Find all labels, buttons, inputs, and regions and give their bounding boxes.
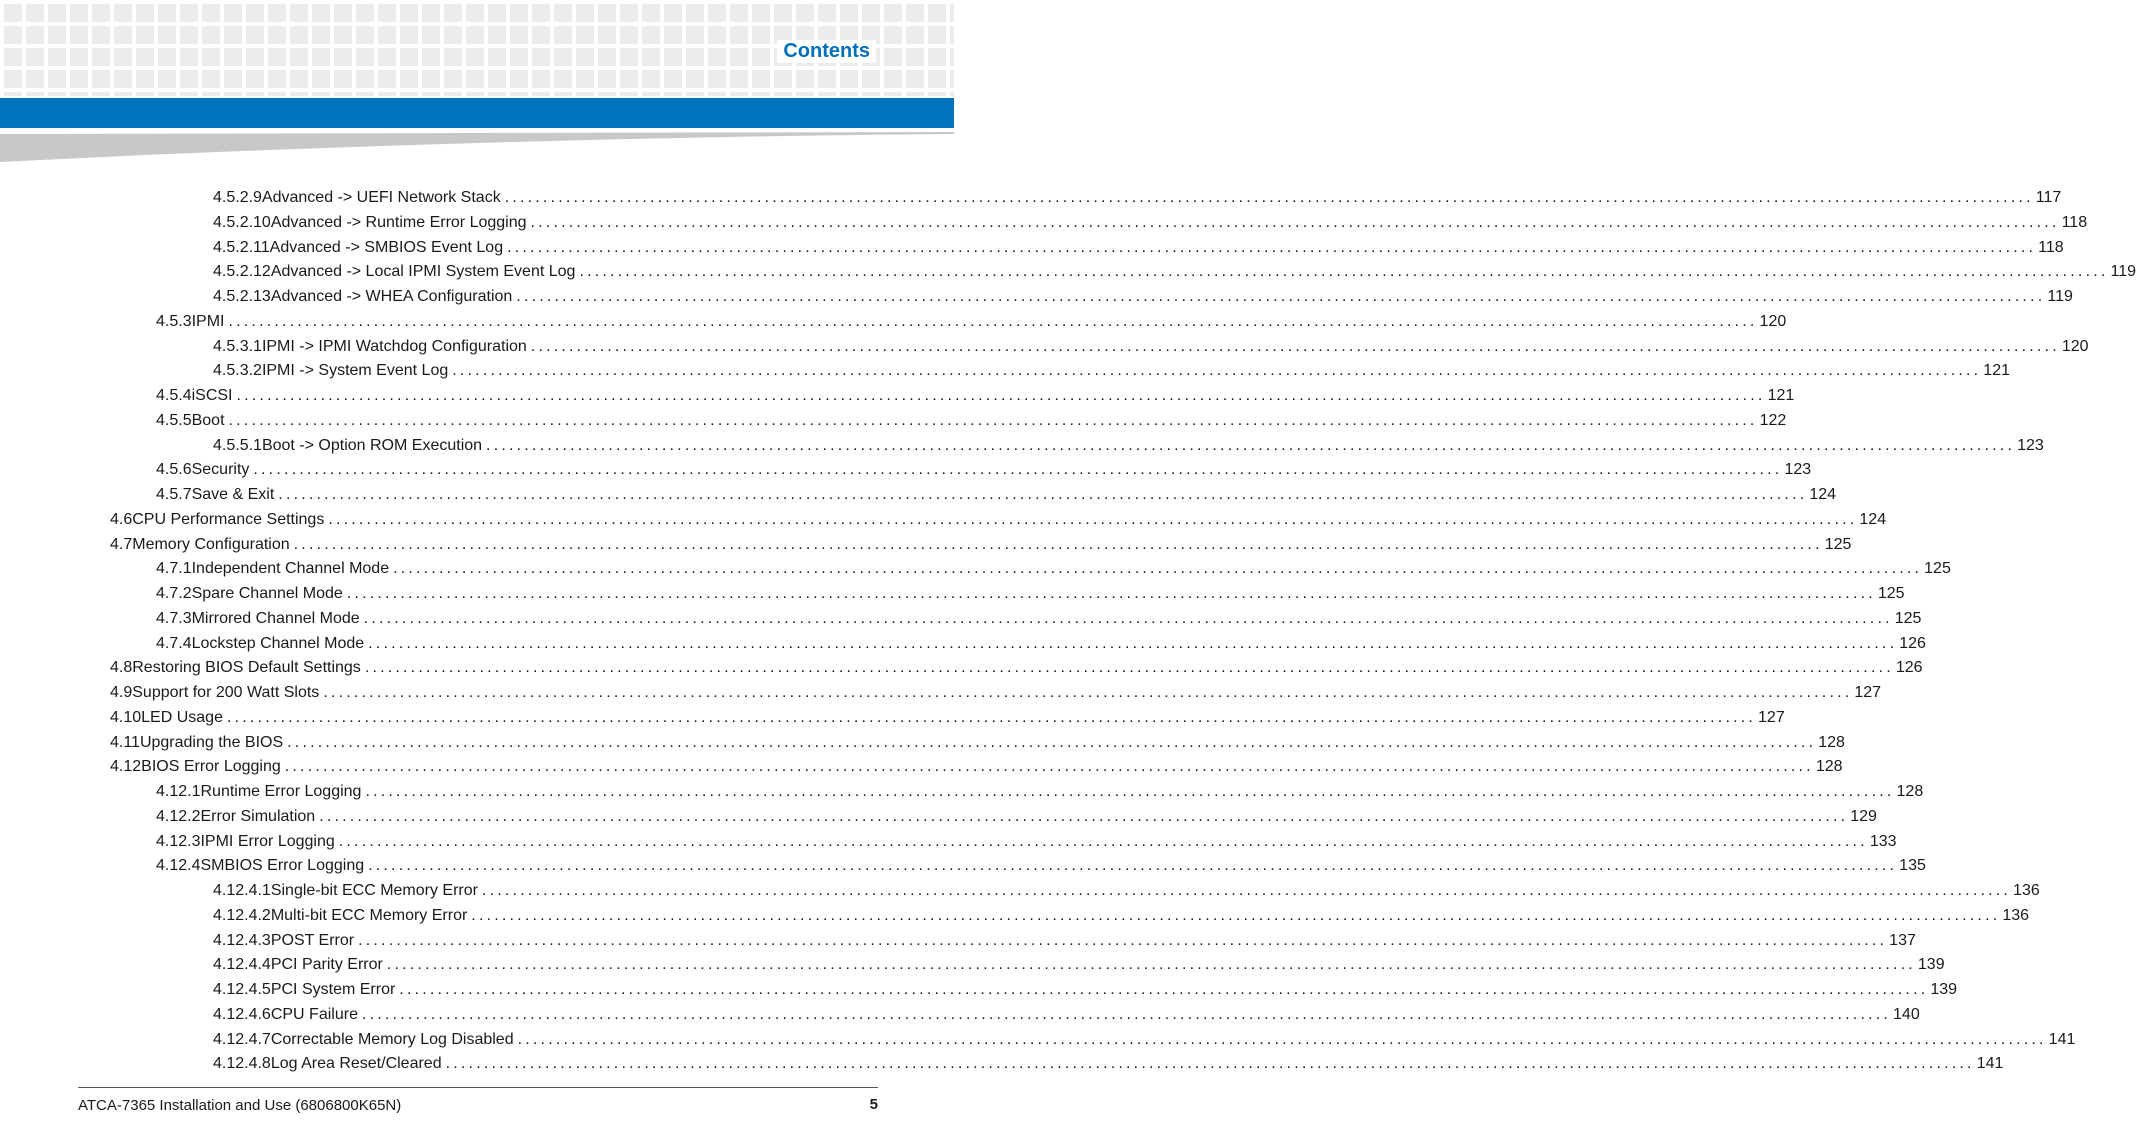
toc-entry-page: 119 [2110, 263, 2136, 281]
toc-entry-number: 4.12.4.4 [213, 956, 271, 974]
toc-entry-number: 4.5.4 [156, 387, 192, 404]
toc-entry[interactable] [110, 731, 1845, 755]
toc-entry-number: 4.12.4.2 [213, 906, 271, 924]
toc-entry-number: 4.5.2.13 [213, 288, 271, 305]
toc-leader-dots: ........................................................................................................................................................................................................ [363, 609, 1893, 627]
toc-leader-dots: ........................................................................................................................................................................................................ [228, 312, 1758, 330]
toc-entry[interactable] [213, 434, 2044, 458]
toc-leader-dots: ........................................................................................................................................................................................................ [358, 931, 1888, 949]
toc-entry-number: 4.5.3.1 [213, 337, 262, 355]
toc-leader-dots: ........................................................................................................................................................................................................ [365, 783, 1895, 800]
toc-entry[interactable] [156, 409, 1787, 433]
toc-entry-title: Error Simulation [200, 807, 316, 825]
toc-entry[interactable] [110, 656, 1923, 680]
toc-entry-page: 125 [1877, 585, 1905, 602]
toc-entry-page: 121 [1767, 387, 1795, 404]
toc-entry-number: 4.5.2.10 [213, 213, 271, 231]
toc-entry[interactable] [156, 483, 1837, 507]
toc-entry-number: 4.5.7 [156, 486, 192, 503]
toc-entry-number: 4.12.4.3 [213, 931, 271, 949]
toc-entry-page: 127 [1758, 708, 1785, 726]
toc-entry-title: Boot -> Option ROM Execution [261, 436, 483, 454]
toc-entry-number: 4.12.3 [156, 832, 201, 850]
toc-entry-page: 125 [1894, 609, 1922, 627]
toc-entry-number: 4.12.4.8 [213, 1055, 271, 1073]
toc-entry-page: 121 [1983, 362, 2010, 380]
toc-entry-page: 118 [2038, 238, 2064, 256]
toc-entry-title: Log Area Reset/Cleared [270, 1055, 442, 1073]
toc-entry-title: IPMI Error Logging [200, 832, 335, 850]
toc-entry[interactable] [213, 335, 2089, 359]
toc-entry-title: Support for 200 Watt Slots [132, 684, 320, 701]
toc-entry-title: Restoring BIOS Default Settings [132, 659, 361, 677]
toc-entry-page: 125 [1824, 535, 1852, 553]
toc-leader-dots: ........................................................................................................................................................................................................ [368, 857, 1898, 875]
toc-entry[interactable] [213, 904, 2030, 928]
toc-entry[interactable] [213, 211, 2088, 235]
toc-entry-page: 123 [2017, 436, 2044, 454]
toc-entry-page: 141 [1976, 1055, 2004, 1073]
toc-entry-number: 4.5.5.1 [213, 436, 262, 454]
toc-entry-page: 128 [1818, 733, 1845, 751]
toc-entry-title: IPMI [191, 312, 225, 330]
toc-entry[interactable] [110, 533, 1852, 557]
toc-entry-page: 135 [1899, 857, 1926, 875]
toc-leader-dots: ........................................................................................................................................................................................................ [579, 263, 2109, 281]
toc-leader-dots: ........................................................................................................................................................................................................ [226, 708, 1757, 726]
toc-entry[interactable] [213, 879, 2040, 903]
toc-entry[interactable] [156, 854, 1926, 878]
toc-entry-page: 124 [1859, 510, 1887, 528]
toc-entry-number: 4.12.4.1 [213, 882, 271, 899]
toc-leader-dots: ........................................................................................................................................................................................................ [287, 733, 1817, 751]
toc-entry-title: IPMI -> IPMI Watchdog Configuration [261, 337, 527, 355]
toc-entry-number: 4.6 [110, 510, 133, 528]
toc-entry-page: 118 [2061, 213, 2088, 231]
toc-entry[interactable] [213, 359, 2010, 383]
toc-entry-title: Advanced -> Local IPMI System Event Log [270, 263, 576, 281]
toc-entry-page: 133 [1869, 832, 1897, 850]
toc-entry-number: 4.7.1 [156, 560, 192, 578]
toc-entry[interactable] [110, 755, 1843, 779]
toc-leader-dots: ........................................................................................................................................................................................................ [481, 882, 2012, 899]
toc-entry-title: Boot [191, 411, 225, 429]
toc-leader-dots: ........................................................................................................................................................................................................ [323, 684, 1853, 701]
toc-entry-title: IPMI -> System Event Log [261, 362, 449, 380]
toc-entry[interactable] [156, 557, 1951, 581]
toc-entry[interactable] [110, 706, 1785, 730]
toc-entry-title: Advanced -> Runtime Error Logging [270, 213, 527, 231]
toc-entry-page: 129 [1850, 807, 1877, 825]
footer-document-title: ATCA-7365 Installation and Use (6806800K65N) [78, 1097, 402, 1114]
toc-entry-title: PCI System Error [270, 981, 396, 998]
toc-entry-number: 4.8 [110, 659, 133, 677]
toc-entry[interactable] [213, 285, 2073, 309]
toc-leader-dots: ........................................................................................................................................................................................................ [364, 659, 1894, 677]
toc-leader-dots: ........................................................................................................................................................................................................ [471, 906, 2001, 924]
toc-leader-dots: ........................................................................................................................................................................................................ [504, 189, 2034, 206]
page-title: Contents [777, 40, 876, 63]
toc-entry-title: Advanced -> WHEA Configuration [270, 288, 513, 305]
toc-entry-page: 136 [2013, 882, 2040, 899]
toc-entry-number: 4.5.6 [156, 461, 192, 479]
toc-leader-dots: ........................................................................................................................................................................................................ [338, 832, 1868, 850]
toc-entry-number: 4.12 [110, 758, 142, 776]
toc-leader-dots: ........................................................................................................................................................................................................ [368, 634, 1898, 652]
toc-leader-dots: ........................................................................................................................................................................................................ [346, 585, 1876, 602]
toc-entry-page: 127 [1854, 684, 1882, 701]
toc-leader-dots: ........................................................................................................................................................................................................ [452, 362, 1982, 380]
toc-entry-page: 124 [1809, 486, 1837, 503]
toc-entry-page: 128 [1815, 758, 1843, 776]
toc-entry-number: 4.12.1 [156, 783, 201, 800]
toc-entry-number: 4.12.2 [156, 807, 201, 825]
toc-entry[interactable] [213, 1028, 2076, 1052]
toc-entry-title: POST Error [270, 931, 355, 949]
toc-entry[interactable] [156, 805, 1877, 829]
toc-entry[interactable] [156, 607, 1922, 631]
toc-entry-page: 141 [2048, 1030, 2076, 1048]
toc-entry[interactable] [213, 1003, 1920, 1027]
toc-entry-title: Security [191, 461, 250, 479]
toc-entry-number: 4.5.2.9 [213, 189, 262, 206]
toc-entry-page: 120 [2061, 337, 2089, 355]
toc-entry-number: 4.9 [110, 684, 133, 701]
toc-entry-number: 4.5.2.12 [213, 263, 271, 281]
toc-entry[interactable] [156, 458, 1812, 482]
toc-entry[interactable] [110, 681, 1882, 705]
toc-entry[interactable] [213, 1052, 2004, 1076]
toc-entry-page: 125 [1924, 560, 1951, 578]
toc-entry[interactable] [213, 186, 2062, 210]
toc-entry-number: 4.11 [110, 733, 140, 751]
toc-entry-title: Runtime Error Logging [200, 783, 362, 800]
toc-entry-number: 4.5.3.2 [213, 362, 262, 380]
toc-entry[interactable] [110, 508, 1887, 532]
toc-leader-dots: ........................................................................................................................................................................................................ [386, 956, 1916, 974]
toc-entry-title: Single-bit ECC Memory Error [270, 882, 478, 899]
toc-entry-page: 123 [1784, 461, 1812, 479]
toc-entry-title: BIOS Error Logging [141, 758, 281, 776]
toc-leader-dots: ........................................................................................................................................................................................................ [328, 510, 1858, 528]
toc-leader-dots: ........................................................................................................................................................................................................ [486, 436, 2016, 454]
toc-leader-dots: ........................................................................................................................................................................................................ [516, 288, 2046, 305]
toc-entry-page: 139 [1917, 956, 1945, 974]
toc-entry-number: 4.5.3 [156, 312, 192, 330]
toc-entry-page: 119 [2047, 288, 2073, 305]
header-swoosh [0, 128, 954, 164]
toc-entry-title: LED Usage [141, 708, 223, 726]
toc-entry[interactable] [213, 953, 1945, 977]
toc-entry-title: CPU Performance Settings [132, 510, 325, 528]
toc-entry-title: Independent Channel Mode [191, 560, 390, 578]
toc-entry[interactable] [213, 236, 2064, 260]
toc-entry-number: 4.12.4.6 [213, 1005, 271, 1023]
toc-entry-title: Multi-bit ECC Memory Error [270, 906, 468, 924]
header-band [0, 98, 954, 128]
toc-entry-number: 4.7.4 [156, 634, 192, 652]
toc-leader-dots: ........................................................................................................................................................................................................ [507, 238, 2037, 256]
toc-leader-dots: ........................................................................................................................................................................................................ [236, 387, 1766, 404]
toc-leader-dots: ........................................................................................................................................................................................................ [530, 213, 2060, 231]
toc-leader-dots: ........................................................................................................................................................................................................ [284, 758, 1814, 776]
toc-entry[interactable] [156, 310, 1787, 334]
toc-entry-title: Mirrored Channel Mode [191, 609, 360, 627]
toc-leader-dots: ........................................................................................................................................................................................................ [293, 535, 1823, 553]
toc-entry[interactable] [213, 978, 1958, 1002]
toc-entry-title: Correctable Memory Log Disabled [270, 1030, 514, 1048]
footer-page-number: 5 [869, 1096, 878, 1113]
toc-entry-number: 4.12.4 [156, 857, 201, 875]
toc-entry-title: Lockstep Channel Mode [191, 634, 365, 652]
toc-entry-page: 136 [2002, 906, 2030, 924]
toc-entry[interactable] [213, 260, 2136, 284]
toc-entry-number: 4.5.2.11 [213, 238, 270, 256]
toc-entry-title: Save & Exit [191, 486, 275, 503]
toc-entry-page: 139 [1930, 981, 1958, 998]
toc-entry-title: SMBIOS Error Logging [200, 857, 365, 875]
toc-leader-dots: ........................................................................................................................................................................................................ [319, 807, 1849, 825]
toc-entry[interactable] [156, 780, 1924, 804]
toc-entry-number: 4.12.4.5 [213, 981, 271, 998]
toc-leader-dots: ........................................................................................................................................................................................................ [399, 981, 1929, 998]
toc-entry-number: 4.10 [110, 708, 142, 726]
toc-entry-title: iSCSI [191, 387, 233, 404]
toc-entry-page: 117 [2035, 189, 2062, 206]
toc-entry-title: Advanced -> UEFI Network Stack [261, 189, 501, 206]
toc-leader-dots: ........................................................................................................................................................................................................ [278, 486, 1808, 503]
toc-entry-page: 128 [1896, 783, 1924, 800]
toc-entry-page: 122 [1759, 411, 1787, 429]
toc-leader-dots: ........................................................................................................................................................................................................ [517, 1030, 2047, 1048]
toc-entry-title: Spare Channel Mode [191, 585, 343, 602]
toc-entry-page: 137 [1889, 931, 1916, 949]
toc-entry-title: CPU Failure [270, 1005, 358, 1023]
toc-entry-title: Memory Configuration [132, 535, 290, 553]
toc-entry-title: Advanced -> SMBIOS Event Log [269, 238, 504, 256]
toc-entry-page: 120 [1759, 312, 1787, 330]
toc-entry-number: 4.5.5 [156, 411, 192, 429]
toc-entry-page: 126 [1895, 659, 1923, 677]
toc-entry-number: 4.7.3 [156, 609, 192, 627]
toc-leader-dots: ........................................................................................................................................................................................................ [393, 560, 1923, 578]
toc-entry-page: 140 [1893, 1005, 1920, 1023]
toc-leader-dots: ........................................................................................................................................................................................................ [228, 411, 1758, 429]
toc-entry[interactable] [156, 830, 1897, 854]
toc-entry[interactable] [156, 632, 1926, 656]
toc-entry-title: PCI Parity Error [270, 956, 383, 974]
toc-entry-page: 126 [1899, 634, 1926, 652]
toc-leader-dots: ........................................................................................................................................................................................................ [445, 1055, 1975, 1073]
footer-divider [78, 1087, 878, 1088]
toc-entry[interactable] [213, 929, 1916, 953]
toc-entry-number: 4.7.2 [156, 585, 192, 602]
toc-leader-dots: ........................................................................................................................................................................................................ [253, 461, 1783, 479]
toc-entry[interactable] [156, 582, 1905, 606]
toc-leader-dots: ........................................................................................................................................................................................................ [530, 337, 2060, 355]
toc-leader-dots: ........................................................................................................................................................................................................ [361, 1005, 1892, 1023]
toc-entry[interactable] [156, 384, 1795, 408]
toc-entry-title: Upgrading the BIOS [139, 733, 284, 751]
toc-entry-number: 4.12.4.7 [213, 1030, 271, 1048]
toc-entry-number: 4.7 [110, 535, 133, 553]
